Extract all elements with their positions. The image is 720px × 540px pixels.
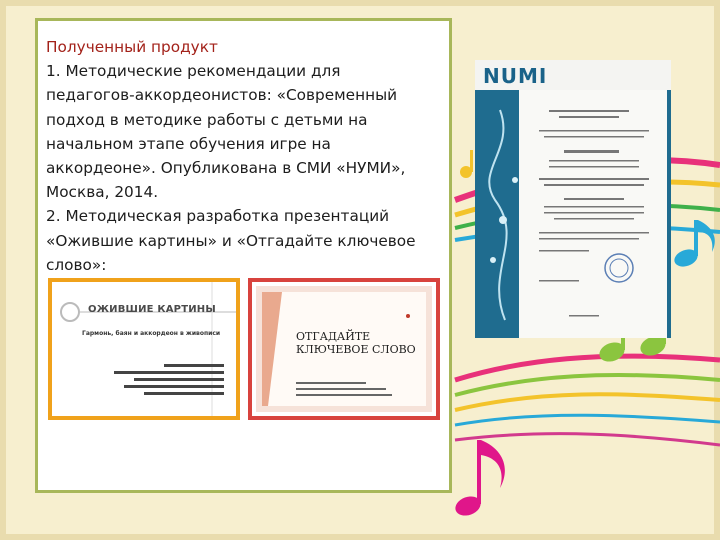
slide-text (46, 35, 446, 277)
presentation-thumbnail-2 (248, 278, 440, 420)
title-line: КЛЮЧЕВОЕ СЛОВО (296, 343, 416, 356)
thumbnail-title: ОЖИВШИЕ КАРТИНЫ (88, 304, 216, 315)
text-line: аккордеоне». Опубликована в СМИ «НУМИ», (46, 159, 406, 178)
text-line: слово»: (46, 255, 107, 274)
certificate-image (475, 60, 671, 338)
certificate-document (519, 90, 667, 338)
certificate-text-lines (519, 90, 667, 338)
thumbnail-title (296, 330, 416, 356)
certificate-logo: NUMI (483, 64, 548, 88)
text-line: начальном этапе обучения игре на (46, 134, 331, 153)
certificate-header (475, 60, 671, 90)
text-line: подход в методике работы с детьми на (46, 110, 368, 129)
title-line: ОТГАДАЙТЕ (296, 330, 371, 343)
thumbnail-author-block (296, 382, 392, 400)
text-line: 1. Методические рекомендации для (46, 62, 341, 81)
text-line: педагогов-аккордеонистов: «Современный (46, 86, 398, 105)
presentation-thumbnail-1 (48, 278, 240, 420)
slide-title: Полученный продукт (46, 38, 218, 56)
text-line: Москва, 2014. (46, 183, 159, 202)
thumbnail-author-block (104, 364, 224, 399)
text-line: 2. Методическая разработка презентаций (46, 207, 390, 226)
thumbnail-subtitle: Гармонь, баян и аккордеон в живописи (82, 330, 221, 337)
text-line: «Ожившие картины» и «Отгадайте ключевое (46, 231, 416, 250)
text-panel (35, 18, 452, 493)
